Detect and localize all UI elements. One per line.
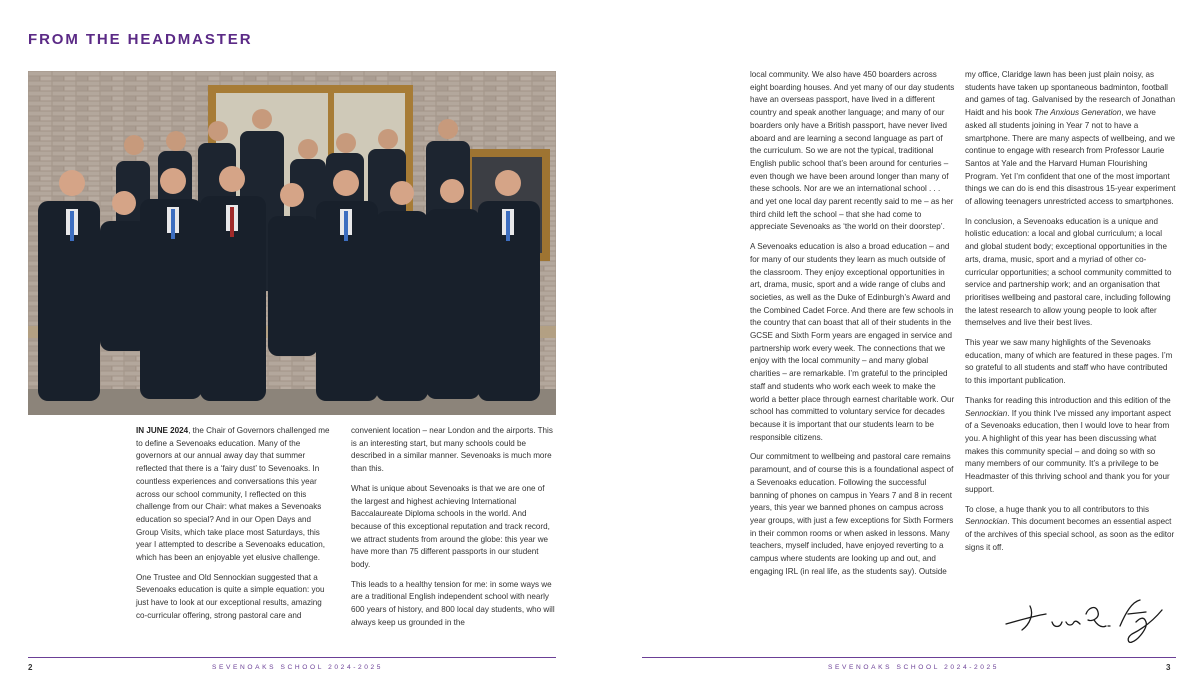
group-photo <box>28 71 556 415</box>
paragraph <box>136 425 330 565</box>
paragraph-text: To close, a huge thank you to all contributors to this <box>965 504 1150 514</box>
paragraph: A Sevenoaks education is also a broad education – and for many of our students they learn as much outside of the classroom. They enjoy exceptional opportunities in art, drama, music, sport and a wide range of clubs and societies, as well as the Duke of Edinburgh’s Award and the Combined Cadet Force. And there are few schools in the country that can boast that all of their students in the GCSE and Sixth Form years are engaged in service and partnership work every week. The connections that we enjoy with the local community – and many global charities – are remarkable. I’m grateful to the principled staff and students who work each week to make the world a better place through earnest charitable work. Our school has committed to voluntary service for decades because it is important that our students learn to be responsible citizens. <box>750 242 955 442</box>
group-photo-illustration <box>28 71 556 415</box>
paragraph: In conclusion, a Sevenoaks education is a unique and holistic education: a local and global curriculum; a local and global student body; exceptional opportunities in the arts, drama, music, sport and a myriad of other co-curricular opportunities; a school community committed to service and partnership work; and an organisation that prioritises wellbeing and pastoral care, including following the latest research to allow young people to look after themselves and live their best lives. <box>965 216 1172 328</box>
text-column-4 <box>965 69 1176 561</box>
footer-rule-right <box>642 657 1176 658</box>
paragraph-text: , the Chair of Governors challenged me to define a Sevenoaks education. Many of the governors at our annual away day that summer reflected that there is a ‘fairy dust’ to Sevenoaks. In countless experiences and conversations this year across our school community, I reflected on this challenge from our Chair: what makes a Sevenoaks education so special? And in our Open Days and Group Visits, which take place most Saturdays, this year I attempted to describe a Sevenoaks education, which has been an enjoyable yet elusive challenge. <box>136 426 330 563</box>
paragraph: What is unique about Sevenoaks is that we are one of the largest and highest achieving International Baccalaureate Diploma schools in the world. And because of this exceptional reputation and track record, we attract students from around the globe: this year we have more than 75 different passports in our student body. <box>351 483 550 570</box>
paragraph: This year we saw many highlights of the Sevenoaks education, many of which are featured in these pages. I’m so grateful to all students and staff who have contributed to this important publication. <box>965 338 1173 386</box>
text-column-3 <box>750 69 956 585</box>
lead-in: IN JUNE 2024 <box>136 426 189 435</box>
paragraph-text: . If you think I’ve missed any important aspect of a Sevenoaks education, then I would love to hear from you. A highlight of this year has been discussing what makes this community special – and doing so with so many members of our community. It’s a privilege to be Headmaster of this thriving school and thank you for your support. <box>965 408 1172 494</box>
publication-title: Sennockian <box>965 408 1008 418</box>
book-title: The Anxious Generation <box>1034 108 1122 118</box>
text-column-1 <box>136 425 330 630</box>
paragraph: Our commitment to wellbeing and pastoral care remains paramount, and of course this is a foundational aspect of a Sevenoaks education. Following the successful banning of phones on campus in Years 7 and 8 in recent years, this year we banned phones on campus across year groups, with just a few exceptions for Sixth Formers in their common rooms or when asked in lessons. Many teachers, myself included, have enjoyed reverting to a campus where students are looking up and out, and engaging IRL (in real life, as the students say). Outside <box>750 452 954 576</box>
paragraph-text: Thanks for reading this introduction and this edition of the <box>965 395 1171 405</box>
footer-rule-left <box>28 657 556 658</box>
paragraph-text: , we have asked all students joining in Year 7 not to have a smartphone. There are many aspects of wellbeing, and we continue to engage with research from Professor Laurie Santos at Yale and the Harvard Human Flourishing Program. Yet I’m confident that one of the most important things we can do is end this disastrous 15-year experiment of allowing teenagers unrestricted access to smartphones. <box>965 108 1176 207</box>
paragraph: One Trustee and Old Sennockian suggested that a Sevenoaks education is quite a simple equation: you just have to look at our exceptional results, amazing co-curricular offering, strong pastoral care and <box>136 572 325 620</box>
running-title-left: SEVENOAKS SCHOOL 2024-2025 <box>212 664 384 671</box>
paragraph <box>965 504 1176 555</box>
page-number-right: 3 <box>1166 663 1171 672</box>
headmaster-signature <box>1000 592 1175 647</box>
paragraph: convenient location – near London and the airports. This is an interesting start, but many schools could be described in a similar manner. Sevenoaks is much more than this. <box>351 426 553 474</box>
publication-title: Sennockian <box>965 517 1008 527</box>
paragraph: local community. We also have 450 boarders across eight boarding houses. And yet many of our day students have an overseas passport, have lived in a different country and speak another language; and many of our boarders only have a British passport, have never lived aboard and are learning a second language as part of the curriculum. So we are not the typical, traditional English public school that’s been around for centuries – even though we have been around longer than many of these schools. Nor are we an international school . . . and yet one local day parent recently said to me – as her third child left the school – that she had come to appreciate Sevenoaks as ‘the world on their doorstep’. <box>750 70 955 232</box>
page-heading: FROM THE HEADMASTER <box>28 31 253 48</box>
paragraph-text: . This document becomes an essential aspect of the archives of this special school, as soon as the editor signs it off. <box>965 517 1175 552</box>
paragraph <box>965 395 1176 497</box>
paragraph-text: my office, Claridge lawn has been just plain noisy, as students have taken up spontaneous badminton, football and games of tag. Galvanised by the research of Jonathan Haidt and his book <box>965 70 1176 118</box>
running-title-right: SEVENOAKS SCHOOL 2024-2025 <box>828 664 1000 671</box>
paragraph: This leads to a healthy tension for me: in some ways we are a traditional English independent school with nearly 600 years of history, and 800 local day students, who will always keep us grounded in the <box>351 579 555 627</box>
paragraph <box>965 69 1176 209</box>
page-number-left: 2 <box>28 663 33 672</box>
text-column-2 <box>351 425 555 637</box>
